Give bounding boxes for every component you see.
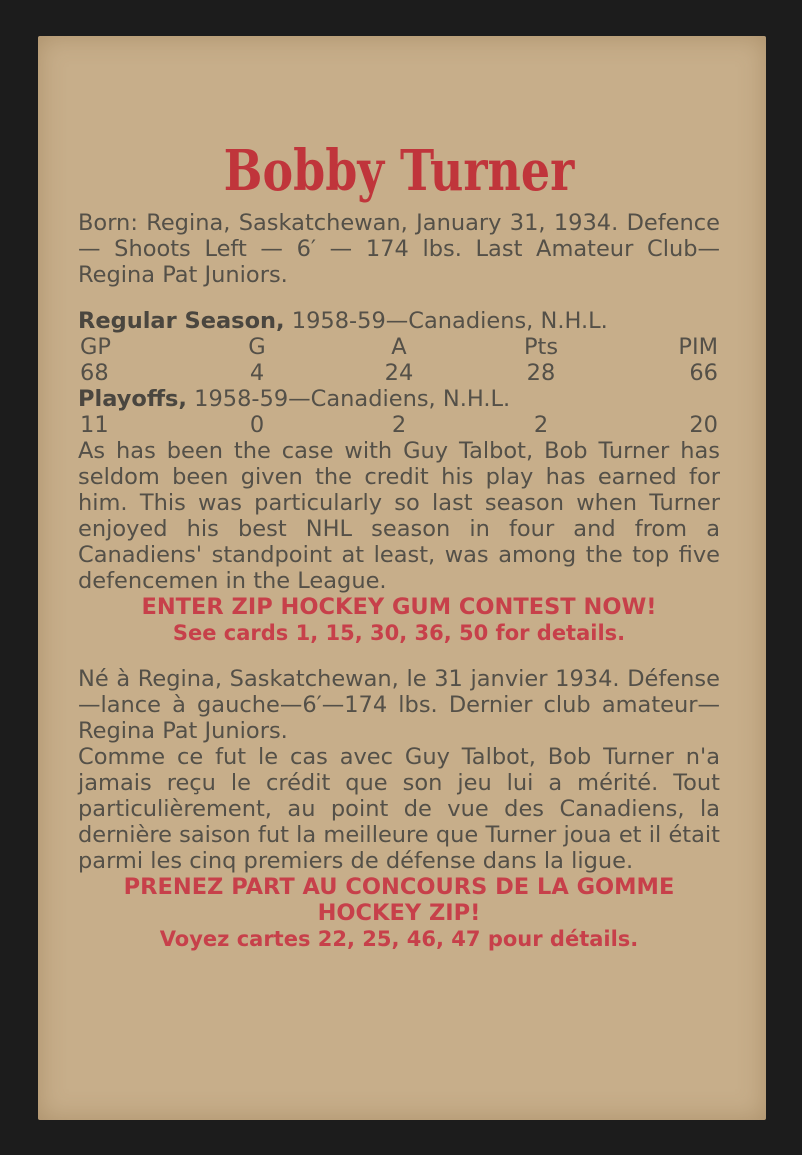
story-french: Comme ce fut le cas avec Guy Talbot, Bob Turner n'a jamais reçu le crédit que son jeu lui a mérité. Tout particulièrement, au point de vue des Canadiens, la dernière saison fut la meilleure que Turner joua et il était parmi les cinq premiers de défense dans la ligue. [78,744,720,874]
regular-season-line [78,308,720,334]
playoffs-detail: 1958-59—Canadiens, N.H.L. [194,386,511,412]
contest-french-headline-2: HOCKEY ZIP! [317,900,481,926]
contest-french-headline: PRENEZ PART AU CONCOURS DE LA GOMME [123,874,675,900]
playoffs-label: Playoffs, [78,386,187,412]
bio-french: Né à Regina, Saskatchewan, le 31 janvier 1934. Défense—lance à gauche—6′—174 lbs. Dernier club amateur—Regina Pat Juniors. [78,666,720,744]
regular-a: 24 [384,360,414,386]
regular-gp: 68 [80,360,109,386]
playoff-pts: 2 [533,412,549,438]
contest-english-details: See cards 1, 15, 30, 36, 50 for details. [172,621,626,645]
player-name: Bobby Turner [223,138,575,204]
playoff-g: 0 [249,412,265,438]
card-content [78,136,720,952]
regular-pim: 66 [689,360,718,386]
regular-season-label: Regular Season, [78,308,285,334]
stat-header-gp: GP [80,334,112,360]
stat-header-g: G [248,334,266,360]
contest-french-details: Voyez cartes 22, 25, 46, 47 pour détails. [159,927,639,951]
regular-pts: 28 [526,360,556,386]
playoff-stats-row [78,412,720,438]
stat-header-a: A [391,334,407,360]
trading-card-back [38,36,766,1120]
playoffs-line [78,386,720,412]
playoff-pim: 20 [689,412,718,438]
bio-english: Born: Regina, Saskatchewan, January 31, 1934. Defence — Shoots Left — 6′ — 174 lbs. Last Amateur Club—Regina Pat Juniors. [78,210,720,288]
regular-g: 4 [249,360,265,386]
playoff-gp: 11 [80,412,109,438]
contest-english-headline: ENTER ZIP HOCKEY GUM CONTEST NOW! [141,594,657,620]
stats-header-row [78,334,720,360]
story-english: As has been the case with Guy Talbot, Bob Turner has seldom been given the credit his play has earned for him. This was particularly so last season when Turner enjoyed his best NHL season in four and from a Canadiens' standpoint at least, was among the top five defencemen in the League. [78,438,720,594]
regular-season-detail: 1958-59—Canadiens, N.H.L. [291,308,608,334]
stat-header-pts: Pts [523,334,559,360]
playoff-a: 2 [391,412,407,438]
stat-header-pim: PIM [678,334,718,360]
regular-stats-row [78,360,720,386]
